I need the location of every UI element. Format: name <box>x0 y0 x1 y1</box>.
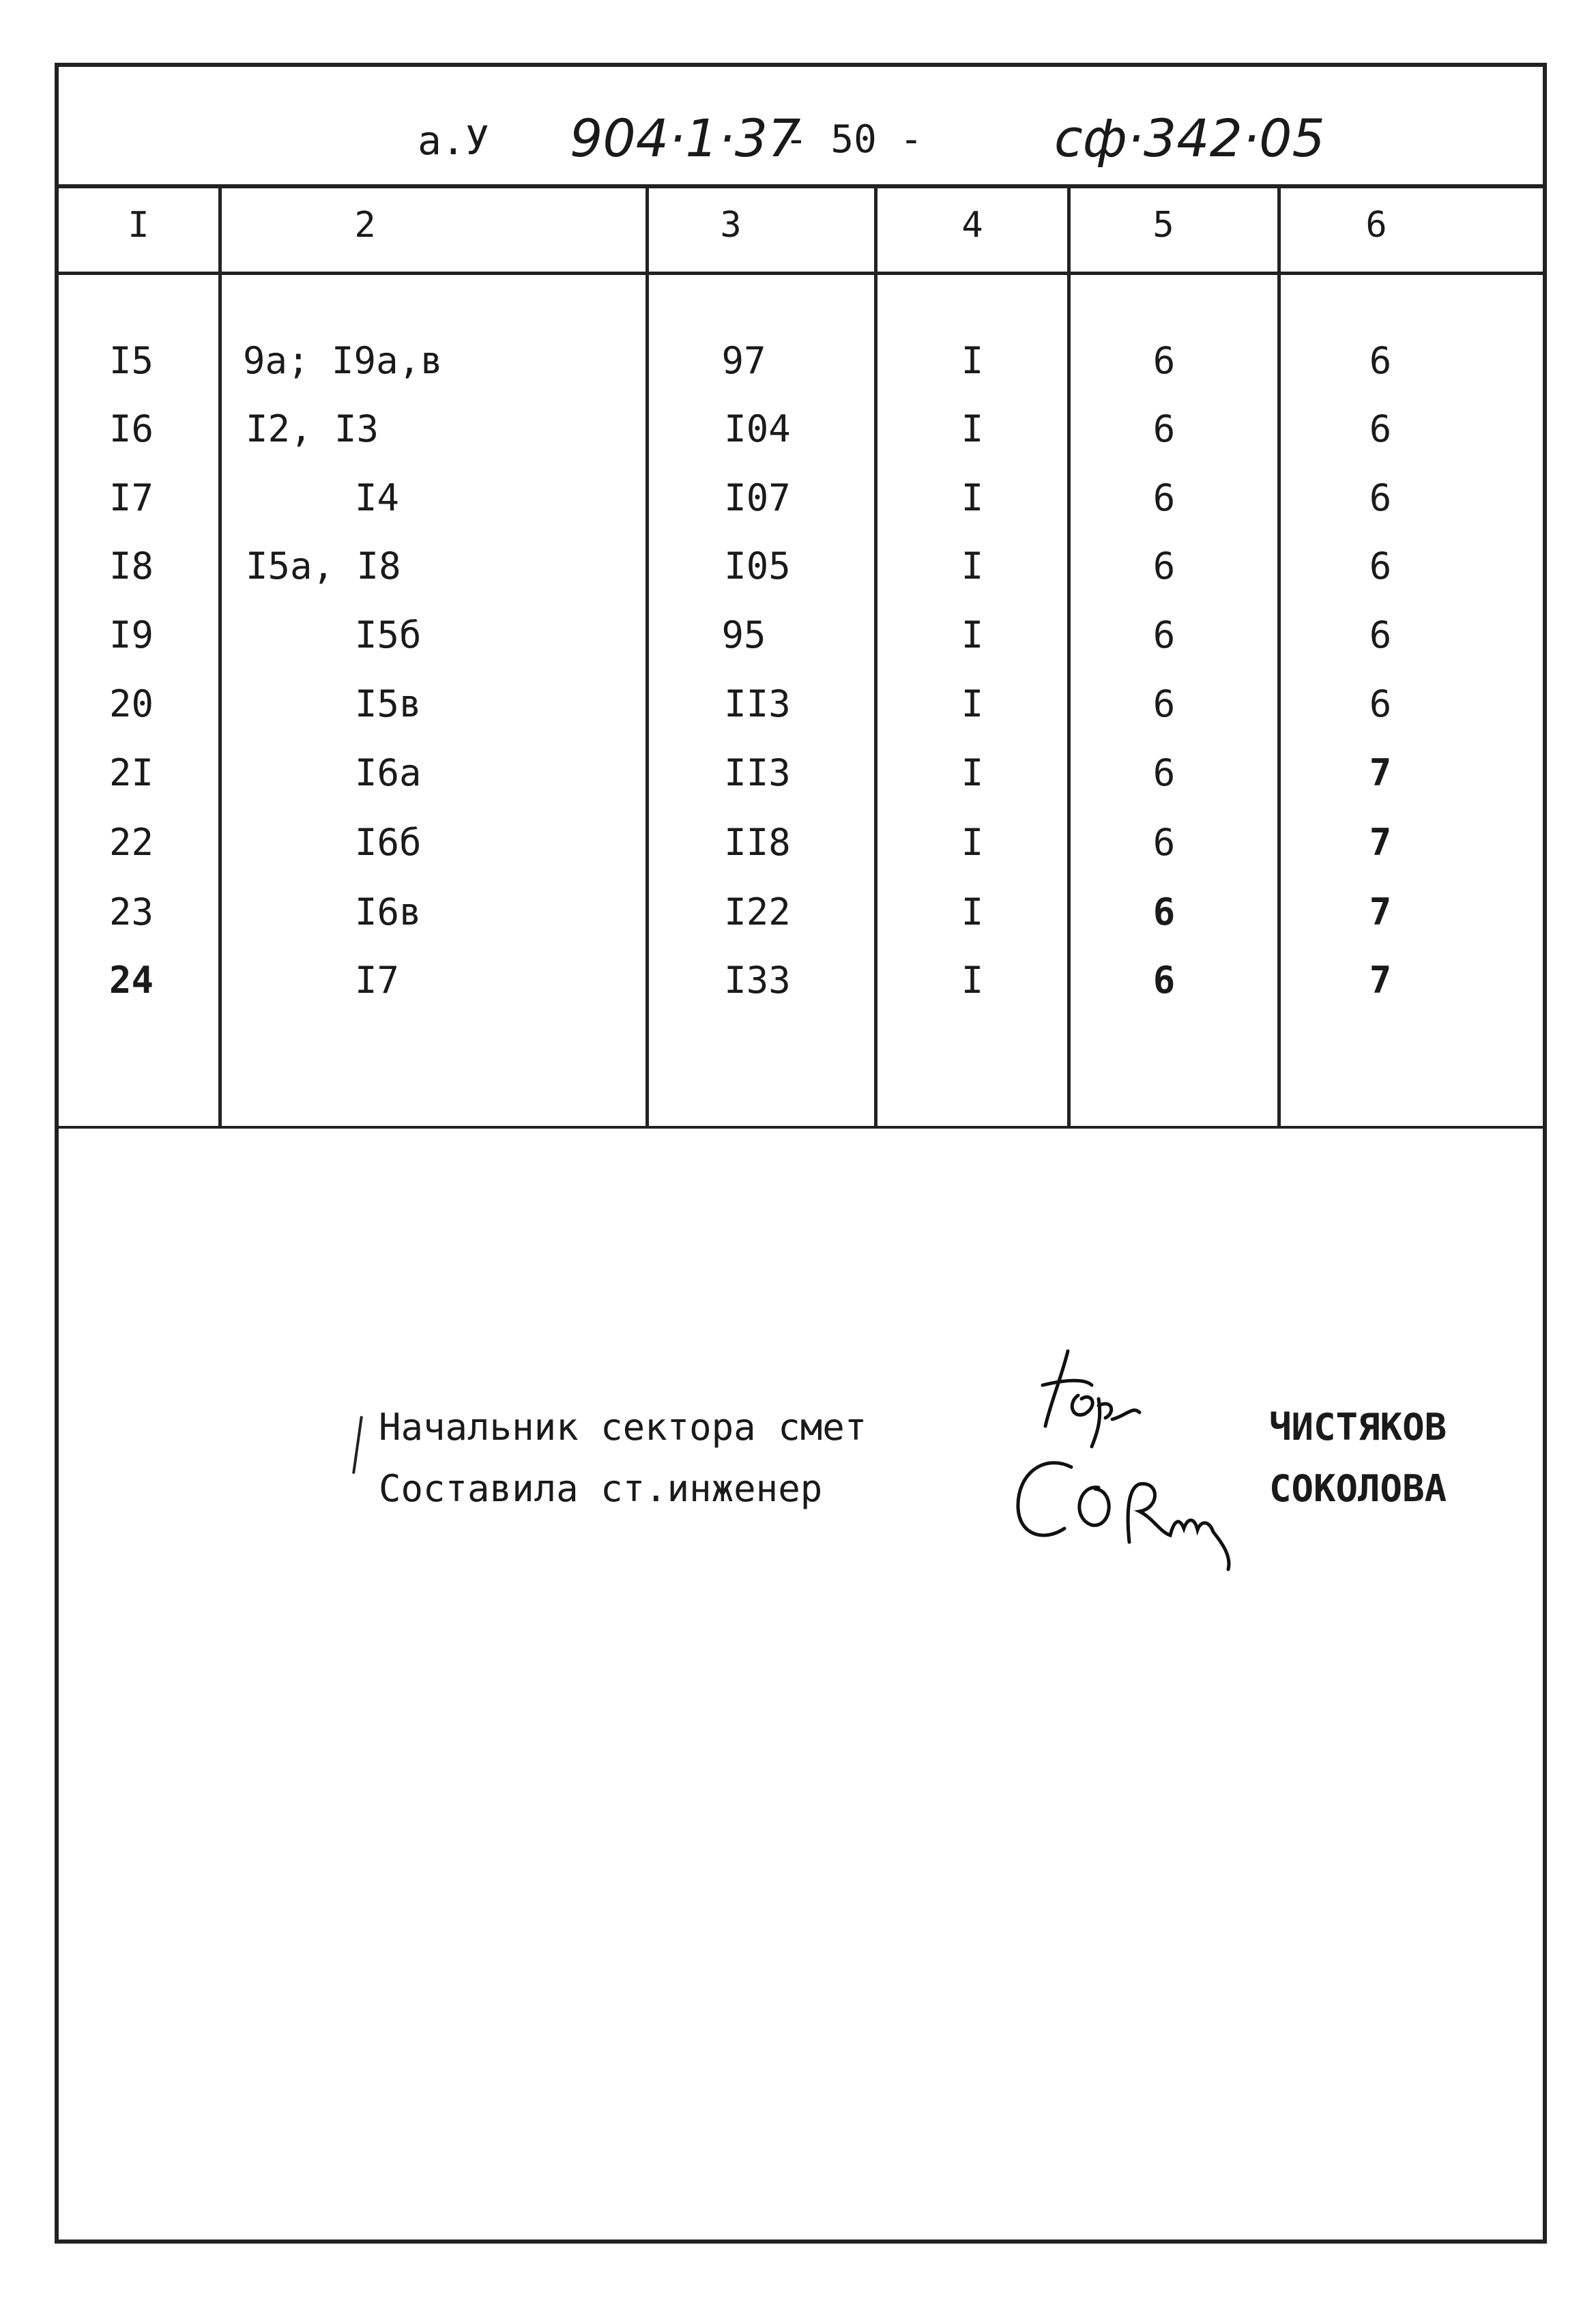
cell-count: I <box>961 545 984 588</box>
column-number: 3 <box>720 205 742 246</box>
column-divider-4 <box>1067 186 1071 1127</box>
cell-col5: 6 <box>1152 613 1176 656</box>
cell-col6: 6 <box>1369 682 1392 725</box>
sheet-code: сф·342·05 <box>1054 108 1325 169</box>
column-divider-1 <box>218 186 222 1127</box>
cell-count: I <box>961 613 984 656</box>
column-header-rule <box>55 272 1547 275</box>
project-code: 904·1·37 <box>570 108 801 169</box>
cell-reference: I5в <box>355 682 422 725</box>
cell-value: I07 <box>724 476 791 519</box>
cell-col5: 6 <box>1152 339 1176 382</box>
cell-count: I <box>961 890 984 933</box>
cell-col5: 6 <box>1152 751 1176 794</box>
column-number: 2 <box>354 205 376 246</box>
cell-count: I <box>961 476 984 519</box>
cell-reference: I6в <box>355 890 422 933</box>
cell-col6: 6 <box>1369 545 1392 588</box>
page-number: - 50 - <box>785 117 923 162</box>
cell-value: II3 <box>724 751 791 794</box>
cell-value: II3 <box>724 682 791 725</box>
cell-reference: 9а; I9а,в <box>243 339 443 382</box>
cell-col5: 6 <box>1152 682 1176 725</box>
cell-count: I <box>961 821 984 864</box>
column-number: 6 <box>1365 205 1387 246</box>
cell-col6: 7 <box>1369 890 1392 933</box>
cell-position: 2I <box>109 751 154 794</box>
column-number: 4 <box>961 205 983 246</box>
cell-col6: 6 <box>1369 613 1392 656</box>
cell-count: I <box>961 339 984 382</box>
cell-col6: 6 <box>1369 339 1392 382</box>
cell-col5: 6 <box>1152 821 1176 864</box>
cell-value: 97 <box>721 339 766 382</box>
cell-position: 22 <box>109 821 154 864</box>
cell-position: I6 <box>109 407 154 450</box>
column-number: I <box>128 205 149 246</box>
cell-position: 20 <box>109 682 154 725</box>
cell-col5: 6 <box>1152 959 1176 1002</box>
cell-col5: 6 <box>1152 476 1176 519</box>
handwritten-signatures <box>996 1337 1242 1610</box>
cell-value: II8 <box>724 821 791 864</box>
cell-position: 24 <box>109 959 154 1002</box>
cell-position: I8 <box>109 545 154 588</box>
cell-col5: 6 <box>1152 890 1176 933</box>
cell-reference: I4 <box>355 476 400 519</box>
table-bottom-rule <box>59 1126 1547 1129</box>
column-number: 5 <box>1152 205 1174 246</box>
cell-reference: I6б <box>355 821 422 864</box>
signer-name-2: СОКОЛОВА <box>1269 1467 1447 1510</box>
signer-role-2: Составила ст.инженер <box>379 1467 823 1510</box>
cell-col6: 6 <box>1369 476 1392 519</box>
cell-count: I <box>961 682 984 725</box>
cell-value: I22 <box>724 890 791 933</box>
cell-col5: 6 <box>1152 407 1176 450</box>
cell-reference: I2, I3 <box>246 407 379 450</box>
cell-value: 95 <box>721 613 766 656</box>
cell-value: I05 <box>724 545 791 588</box>
cell-count: I <box>961 407 984 450</box>
cell-count: I <box>961 751 984 794</box>
cell-col6: 7 <box>1369 959 1392 1002</box>
cell-col6: 7 <box>1369 821 1392 864</box>
signer-name-1: ЧИСТЯКОВ <box>1269 1406 1447 1449</box>
header-rule <box>55 184 1547 188</box>
cell-reference: I5а, I8 <box>246 545 401 588</box>
column-divider-2 <box>645 186 649 1127</box>
cell-col5: 6 <box>1152 545 1176 588</box>
cell-position: I5 <box>109 339 154 382</box>
signer-role-1: Начальник сектора смет <box>379 1406 867 1449</box>
cell-col6: 6 <box>1369 407 1392 450</box>
column-divider-3 <box>874 186 877 1127</box>
cell-position: I7 <box>109 476 154 519</box>
cell-position: I9 <box>109 613 154 656</box>
cell-value: I33 <box>724 959 791 1002</box>
cell-value: I04 <box>724 407 791 450</box>
page-frame <box>55 63 1547 2244</box>
cell-count: I <box>961 959 984 1002</box>
cell-position: 23 <box>109 890 154 933</box>
cell-col6: 7 <box>1369 751 1392 794</box>
cell-reference: I7 <box>355 959 400 1002</box>
cell-reference: I5б <box>355 613 422 656</box>
column-divider-5 <box>1277 186 1281 1127</box>
header-prefix: а.У <box>418 117 489 164</box>
cell-reference: I6а <box>355 751 422 794</box>
